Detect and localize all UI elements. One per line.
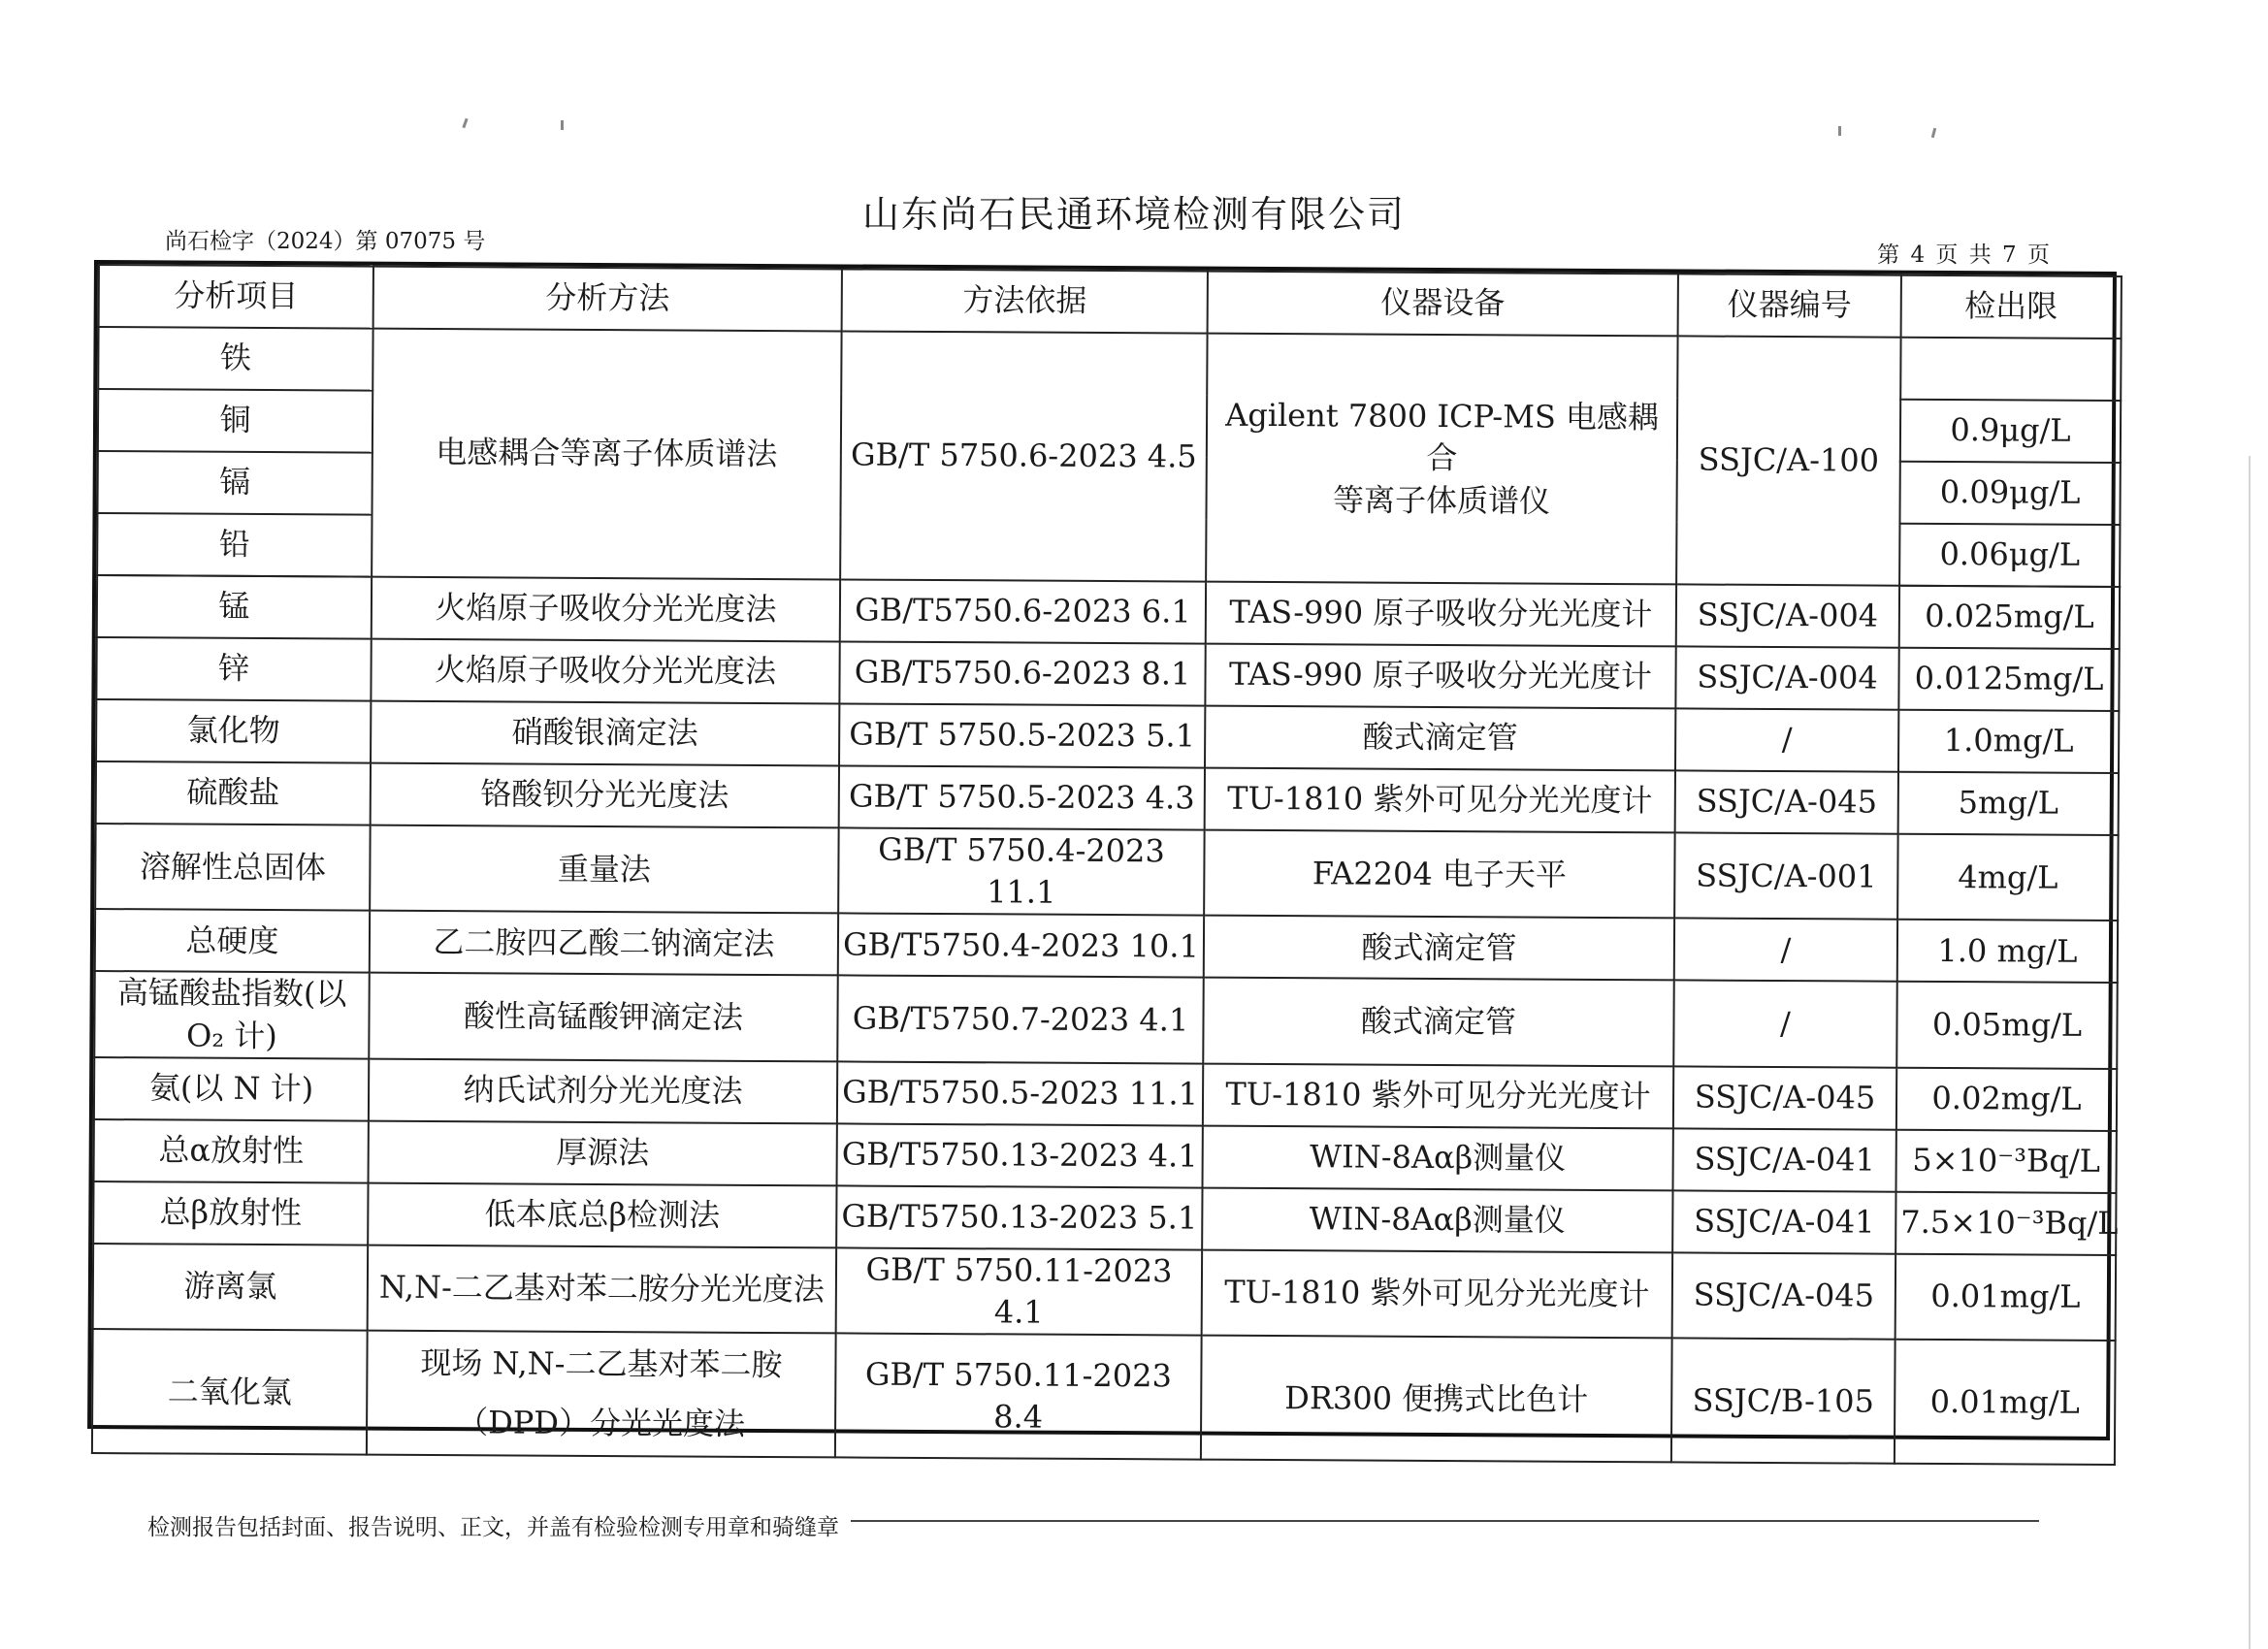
instrument-cell: WIN-8Aαβ测量仪 [1202, 1187, 1672, 1252]
item-cell: 总β放射性 [93, 1181, 368, 1245]
limit-cell: 0.06μg/L [1899, 524, 2120, 587]
table-row [97, 575, 2120, 649]
limit-cell: 0.025mg/L [1899, 586, 2120, 649]
limit-cell: 0.01mg/L [1895, 1253, 2117, 1341]
instrument-no-cell: SSJC/A-045 [1675, 770, 1898, 833]
scan-speck [1931, 128, 1936, 138]
limit-cell: 0.09μg/L [1899, 462, 2120, 525]
table-row [96, 761, 2119, 835]
method-cell: 火焰原子吸收分光光度法 [371, 639, 839, 704]
method-cell [367, 1331, 836, 1458]
table-row [94, 1057, 2117, 1131]
method-cell: 乙二胺四乙酸二钠滴定法 [370, 911, 838, 976]
report-number: 尚石检字（2024）第 07075 号 [165, 229, 486, 254]
item-cell: 氨(以 N 计) [94, 1057, 369, 1121]
page-indicator: 第 4 页 共 7 页 [1877, 242, 2050, 268]
scan-speck [1838, 126, 1841, 136]
method-cell: 厚源法 [369, 1120, 837, 1185]
instrument-no-cell: / [1675, 708, 1898, 771]
limit-cell: 0.01mg/L [1895, 1340, 2116, 1465]
footer-note-text: 检测报告包括封面、报告说明、正文，并盖有检验检测专用章和骑缝章 [147, 1515, 851, 1540]
basis-cell: GB/T 5750.5-2023 4.3 [839, 765, 1205, 829]
limit-cell: 7.5×10⁻³Bq/L [1895, 1191, 2116, 1254]
item-cell [94, 971, 370, 1058]
basis-cell: GB/T 5750.5-2023 5.1 [839, 703, 1205, 767]
instrument-no-cell: SSJC/A-045 [1673, 1066, 1896, 1129]
basis-cell: GB/T5750.6-2023 6.1 [840, 579, 1206, 643]
table-row [94, 1119, 2117, 1193]
instrument-no-cell: / [1674, 919, 1897, 982]
method-cell: 重量法 [370, 825, 839, 914]
analysis-method-table [87, 260, 2119, 1443]
instrument-cell: FA2204 电子天平 [1204, 830, 1675, 919]
column-header: 方法依据 [842, 269, 1208, 333]
item-cell: 游离氯 [93, 1244, 369, 1331]
instrument-cell: TAS-990 原子吸收分光光度计 [1206, 582, 1676, 647]
limit-cell: 0.9μg/L [1900, 400, 2121, 463]
item-cell: 二氧化氯 [92, 1329, 368, 1455]
item-cell: 总α放射性 [94, 1119, 369, 1183]
instrument-cell: TU-1810 紫外可见分光光度计 [1205, 768, 1675, 833]
footer-note [147, 1509, 851, 1541]
item-line: O₂ 计) [185, 1017, 277, 1054]
limit-cell: 1.0 mg/L [1897, 920, 2118, 983]
table-row [96, 637, 2119, 711]
instrument-cell: TU-1810 紫外可见分光光度计 [1202, 1249, 1673, 1338]
column-header: 检出限 [1901, 275, 2122, 339]
item-cell: 氯化物 [96, 699, 371, 763]
table-row [98, 327, 2121, 401]
instrument-no-cell: SSJC/A-041 [1672, 1190, 1895, 1253]
table-row [93, 1181, 2116, 1255]
instrument-no-cell: SSJC/A-045 [1672, 1252, 1896, 1340]
item-cell: 铜 [98, 389, 373, 453]
company-title: 山东尚石民通环境检测有限公司 [861, 193, 1406, 236]
instrument-cell [1206, 334, 1677, 585]
instrument-no-cell: SSJC/B-105 [1671, 1339, 1895, 1464]
instrument-no-cell: / [1673, 981, 1897, 1068]
limit-cell: 5×10⁻³Bq/L [1895, 1129, 2116, 1192]
column-header: 分析方法 [373, 267, 842, 332]
item-cell: 溶解性总固体 [95, 824, 371, 911]
table-row [95, 824, 2118, 921]
table-row [92, 1329, 2116, 1465]
basis-cell: GB/T 5750.11-2023 8.4 [835, 1334, 1202, 1460]
method-cell: 低本底总β检测法 [368, 1182, 836, 1247]
instrument-cell: DR300 便携式比色计 [1201, 1336, 1672, 1463]
method-cell: 电感耦合等离子体质谱法 [372, 329, 841, 580]
limit-cell: 1.0mg/L [1898, 710, 2119, 773]
basis-cell: GB/T 5750.4-2023 11.1 [838, 827, 1205, 916]
instrument-line: Agilent 7800 ICP-MS 电感耦合 [1225, 396, 1660, 477]
instrument-no-cell: SSJC/A-004 [1676, 584, 1899, 647]
item-cell: 锌 [96, 637, 371, 701]
scan-edge [2249, 456, 2251, 1649]
method-cell: N,N-二乙基对苯二胺分光光度法 [368, 1245, 837, 1333]
method-cell: 铬酸钡分光光度法 [371, 763, 839, 828]
method-cell: 酸性高锰酸钾滴定法 [369, 973, 838, 1061]
limit-cell: 0.02mg/L [1896, 1067, 2117, 1130]
basis-cell: GB/T 5750.6-2023 4.5 [840, 331, 1207, 581]
item-cell: 锰 [97, 575, 372, 639]
method-cell: 硝酸银滴定法 [371, 701, 839, 766]
instrument-line: 等离子体质谱仪 [1332, 480, 1551, 520]
instrument-no-cell: SSJC/A-100 [1676, 336, 1900, 585]
method-line: 现场 N,N-二乙基对苯二胺 [420, 1343, 783, 1384]
limit-cell: 4mg/L [1897, 834, 2119, 922]
item-cell: 铅 [97, 513, 372, 577]
instrument-no-cell: SSJC/A-004 [1675, 646, 1898, 709]
limit-cell [1900, 338, 2121, 401]
scan-speck [561, 120, 564, 130]
limit-cell: 0.0125mg/L [1898, 648, 2119, 711]
column-header: 仪器设备 [1208, 272, 1678, 337]
instrument-cell: 酸式滴定管 [1204, 916, 1674, 981]
item-cell: 总硬度 [95, 909, 370, 973]
basis-cell: GB/T5750.4-2023 10.1 [838, 914, 1204, 978]
table-row [95, 909, 2118, 983]
basis-cell: GB/T5750.13-2023 4.1 [837, 1123, 1203, 1187]
method-cell: 火焰原子吸收分光光度法 [372, 577, 840, 642]
basis-cell: GB/T5750.6-2023 8.1 [839, 641, 1205, 705]
limit-cell: 5mg/L [1898, 772, 2119, 835]
basis-cell: GB/T5750.7-2023 4.1 [837, 976, 1204, 1064]
instrument-cell: 酸式滴定管 [1203, 978, 1674, 1066]
table-row [93, 1244, 2116, 1341]
item-line: 高锰酸盐指数(以 [116, 974, 347, 1013]
method-cell: 纳氏试剂分光光度法 [369, 1058, 837, 1123]
column-header: 分析项目 [99, 265, 373, 329]
instrument-cell: 酸式滴定管 [1205, 706, 1675, 771]
item-cell: 铁 [98, 327, 373, 391]
item-cell: 硫酸盐 [96, 761, 371, 825]
column-header: 仪器编号 [1678, 274, 1901, 337]
table-row [96, 699, 2119, 773]
limit-cell: 0.05mg/L [1896, 982, 2118, 1069]
instrument-no-cell: SSJC/A-001 [1674, 832, 1898, 920]
basis-cell: GB/T5750.13-2023 5.1 [836, 1185, 1202, 1249]
instrument-no-cell: SSJC/A-041 [1673, 1128, 1896, 1191]
table-row [94, 971, 2117, 1068]
item-cell: 镉 [97, 451, 372, 515]
scan-speck [462, 118, 468, 128]
instrument-cell: WIN-8Aαβ测量仪 [1203, 1125, 1673, 1190]
basis-cell: GB/T 5750.11-2023 4.1 [836, 1247, 1203, 1336]
method-line: （DPD）分光光度法 [457, 1404, 746, 1443]
instrument-cell: TAS-990 原子吸收分光光度计 [1205, 644, 1675, 709]
instrument-cell: TU-1810 紫外可见分光光度计 [1203, 1063, 1673, 1128]
basis-cell: GB/T5750.5-2023 11.1 [837, 1061, 1203, 1125]
table-header-row [99, 265, 2122, 339]
